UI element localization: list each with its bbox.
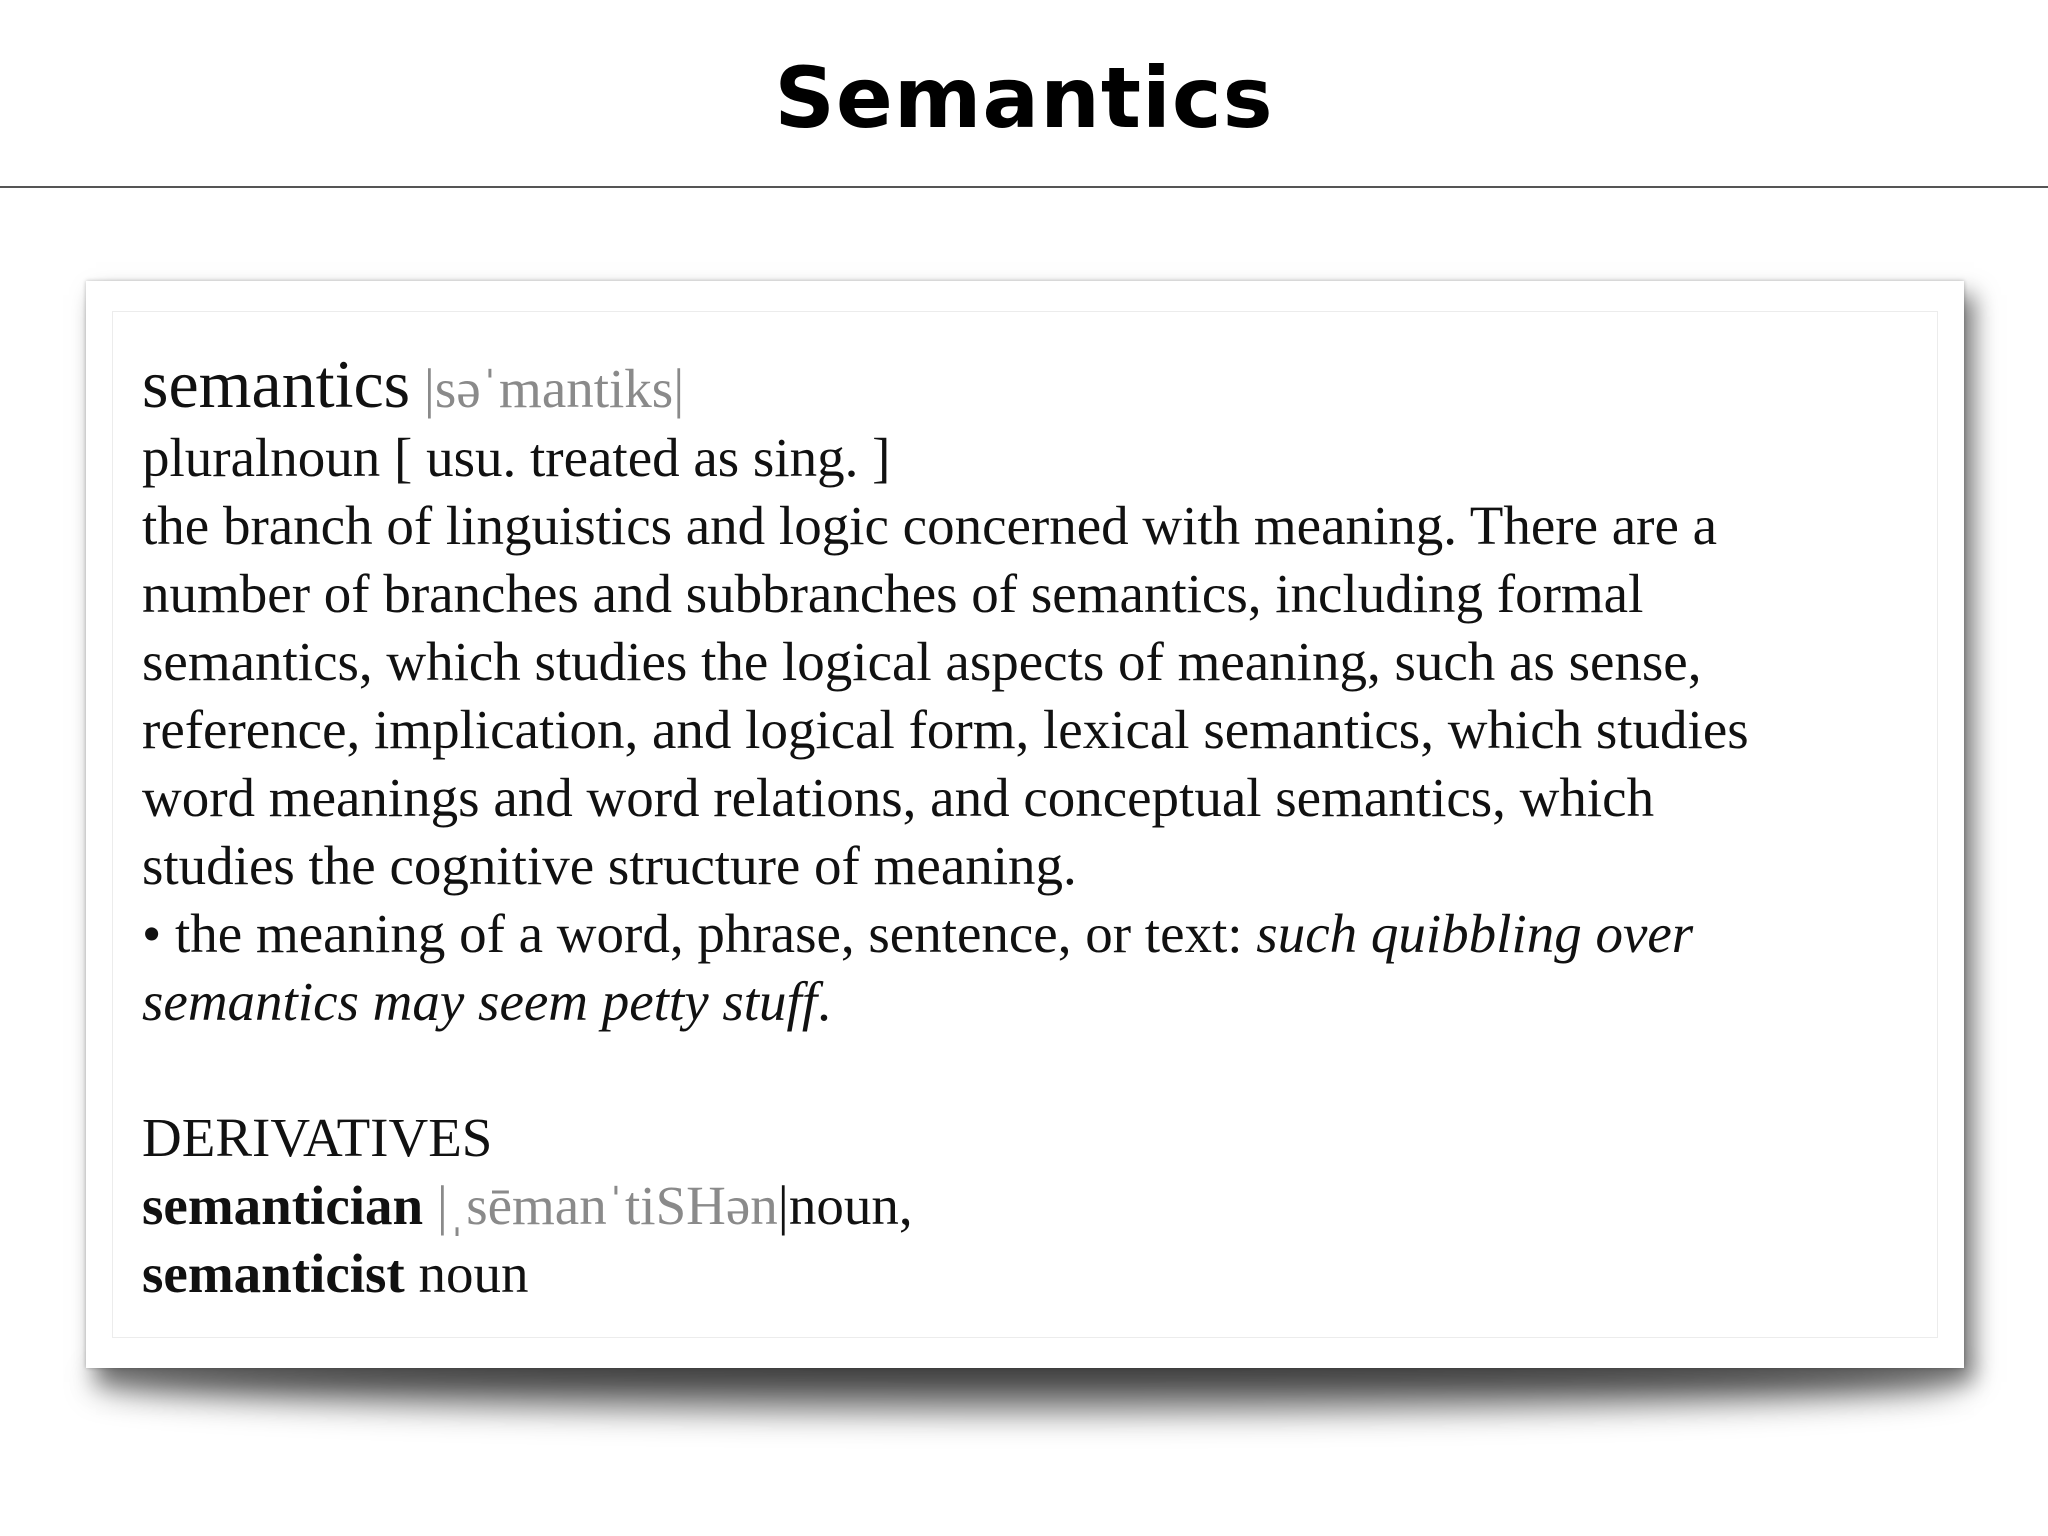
headword-pronunciation: |səˈmantiks| <box>423 358 685 419</box>
sense-2-period: . <box>817 971 831 1032</box>
headword: semantics <box>142 346 411 422</box>
derivative-pron-close: | <box>777 1175 789 1236</box>
derivative-word: semantician <box>142 1175 424 1236</box>
derivative-pronunciation: ˌsēmanˈtiSHən <box>447 1175 778 1236</box>
definition-line: number of branches and subbranches of semantics, including formal <box>142 563 1644 624</box>
sense-2-text: • the meaning of a word, phrase, sentence, or text: <box>142 903 1257 964</box>
headword-line <box>142 344 1902 424</box>
derivative-pron-open: | <box>423 1175 448 1236</box>
derivatives-heading: DERIVATIVES <box>142 1107 493 1168</box>
derivative-item <box>142 1240 1902 1308</box>
derivative-pos: noun, <box>788 1175 913 1236</box>
blank-line <box>142 1036 1902 1104</box>
definition-line: the branch of linguistics and logic concerned with meaning. There are a <box>142 495 1718 556</box>
derivative-item <box>142 1172 1902 1240</box>
slide-title: Semantics <box>774 49 1274 147</box>
sense-2-example-line <box>142 968 1902 1036</box>
dictionary-entry <box>142 344 1902 1308</box>
sense-2-example-end: semantics may seem petty stuff <box>142 971 818 1032</box>
sense-2-example-start: such quibbling over <box>1256 903 1694 964</box>
derivative-pos: noun <box>404 1243 529 1304</box>
derivative-word: semanticist <box>142 1243 405 1304</box>
part-of-speech: pluralnoun [ usu. treated as sing. ] <box>142 427 891 488</box>
definition-line: word meanings and word relations, and conceptual semantics, which <box>142 767 1655 828</box>
sense-2-line <box>142 900 1902 968</box>
definition-line: semantics, which studies the logical aspects of meaning, such as sense, <box>142 631 1702 692</box>
definition-line: reference, implication, and logical form, lexical semantics, which studies <box>142 699 1749 760</box>
definition-line: studies the cognitive structure of meaning. <box>142 835 1077 896</box>
title-divider <box>0 186 2048 188</box>
